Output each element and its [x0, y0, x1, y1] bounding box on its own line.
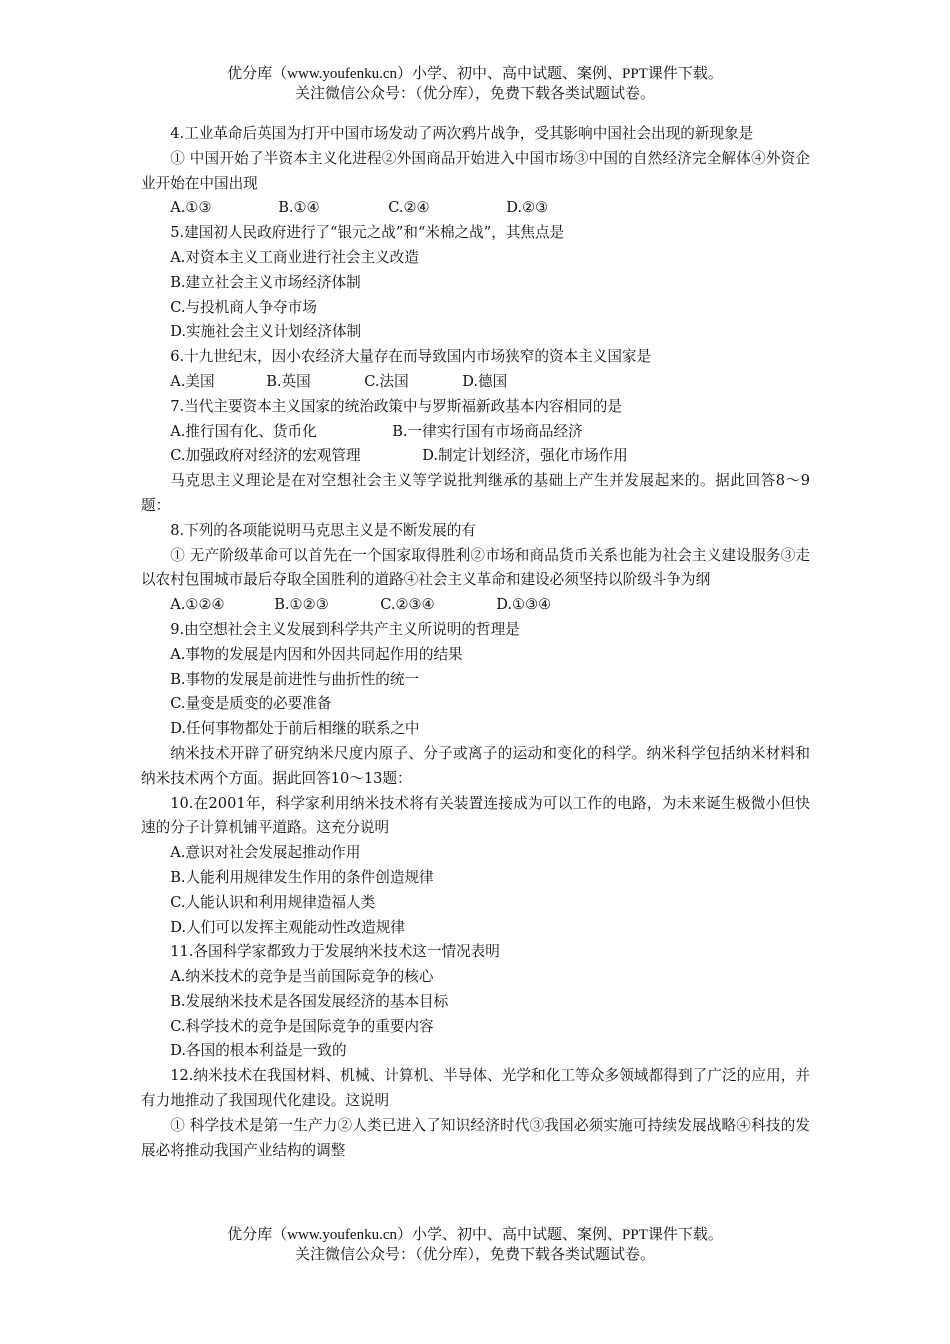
q9-option-c: C.量变是质变的必要准备	[170, 695, 332, 713]
q7-option-a: A.推行国有化、货币化	[170, 422, 317, 440]
q7-options-row1	[141, 420, 810, 445]
footer-line-2: 关注微信公众号：（优分库），免费下载各类试题试卷。	[294, 1247, 655, 1263]
q8-options	[141, 593, 810, 618]
q10-option-d: D.人们可以发挥主观能动性改造规律	[170, 918, 405, 936]
q4-option-c: C.②④	[388, 199, 430, 217]
page-footer	[0, 1225, 950, 1265]
q6-option-c: C.法国	[364, 372, 409, 390]
q10-option-b: B.人能利用规律发生作用的条件创造规律	[170, 868, 434, 886]
q10-option-a: A.意识对社会发展起推动作用	[170, 844, 361, 862]
header-line-2: 关注微信公众号：（优分库），免费下载各类试题试卷。	[294, 86, 655, 102]
q5-stem: 5.建国初人民政府进行了“银元之战”和“米棉之战”，其焦点是	[170, 224, 565, 242]
intro-10-13: 纳米技术开辟了研究纳米尺度内原子、分子或离子的运动和变化的科学。纳米科学包括纳米材料和纳米技术两个方面。据此回答10～13题：	[141, 744, 810, 787]
q6-option-a: A.美国	[170, 372, 215, 390]
q5-option-a: A.对资本主义工商业进行社会主义改造	[170, 248, 419, 266]
q8-option-d: D.①③④	[496, 596, 552, 614]
q9-option-b: B.事物的发展是前进性与曲折性的统一	[170, 670, 420, 688]
q12-stem: 12.纳米技术在我国材料、机械、计算机、半导体、光学和化工等众多领域都得到了广泛的应用，并有力地推动了我国现代化建设。这说明	[141, 1067, 810, 1110]
q5-option-d: D.实施社会主义计划经济体制	[170, 323, 362, 341]
q11-option-d: D.各国的根本利益是一致的	[170, 1042, 347, 1060]
q4-options	[141, 196, 810, 221]
q7-options-row2	[141, 444, 810, 469]
q6-options	[141, 370, 810, 395]
q4-option-b: B.①④	[278, 199, 320, 217]
q10-option-c: C.人能认识和利用规律造福人类	[170, 893, 376, 911]
q4-option-a: A.①③	[170, 199, 212, 217]
q11-option-b: B.发展纳米技术是各国发展经济的基本目标	[170, 992, 449, 1010]
q7-option-d: D.制定计划经济，强化市场作用	[422, 447, 628, 465]
q9-option-a: A.事物的发展是内因和外因共同起作用的结果	[170, 645, 463, 663]
q11-stem: 11.各国科学家都致力于发展纳米技术这一情况表明	[170, 943, 500, 961]
q7-option-b: B.一律实行国有市场商品经济	[392, 422, 583, 440]
header-line-1: 优分库（www.youfenku.cn）小学、初中、高中试题、案例、PPT课件下载。	[227, 66, 723, 82]
q8-stem: 8.下列的各项能说明马克思主义是不断发展的有	[170, 521, 476, 539]
q10-stem: 10.在2001年，科学家利用纳米技术将有关装置连接成为可以工作的电路，为未来诞生极微小但快速的分子计算机铺平道路。这充分说明	[141, 794, 810, 837]
exam-content	[141, 122, 810, 1163]
intro-8-9: 马克思主义理论是在对空想社会主义等学说批判继承的基础上产生并发展起来的。据此回答8～9题：	[141, 472, 810, 514]
q6-stem: 6.十九世纪末，因小农经济大量存在而导致国内市场狭窄的资本主义国家是	[170, 348, 652, 366]
q8-option-b: B.①②③	[274, 596, 329, 614]
q11-option-c: C.科学技术的竞争是国际竞争的重要内容	[170, 1017, 434, 1035]
q4-stem: 4.工业革命后英国为打开中国市场发动了两次鸦片战争，受其影响中国社会出现的新现象是	[170, 125, 754, 142]
q5-option-c: C.与投机商人争夺市场	[170, 298, 317, 316]
q8-option-c: C.②③④	[380, 596, 435, 614]
q11-option-a: A.纳米技术的竞争是当前国际竞争的核心	[170, 968, 434, 986]
q7-stem: 7.当代主要资本主义国家的统治政策中与罗斯福新政基本内容相同的是	[170, 397, 622, 415]
q6-option-b: B.英国	[266, 372, 311, 390]
q9-stem: 9.由空想社会主义发展到科学共产主义所说明的哲理是	[170, 620, 520, 638]
q6-option-d: D.德国	[462, 372, 508, 390]
q12-items: ① 科学技术是第一生产力②人类已进入了知识经济时代③我国必须实施可持续发展战略④科技的发展必将推动我国产业结构的调整	[141, 1116, 810, 1159]
q4-items: ① 中国开始了半资本主义化进程②外国商品开始进入中国市场③中国的自然经济完全解体④外资企业开始在中国出现	[141, 149, 810, 192]
q5-option-b: B.建立社会主义市场经济体制	[170, 273, 361, 291]
q8-option-a: A.①②④	[170, 596, 225, 614]
footer-line-1: 优分库（www.youfenku.cn）小学、初中、高中试题、案例、PPT课件下载。	[227, 1227, 723, 1243]
q4-option-d: D.②③	[506, 199, 549, 217]
q9-option-d: D.任何事物都处于前后相继的联系之中	[170, 720, 420, 738]
page-header	[0, 64, 950, 104]
q7-option-c: C.加强政府对经济的宏观管理	[170, 447, 361, 465]
q8-items: ① 无产阶级革命可以首先在一个国家取得胜利②市场和商品货币关系也能为社会主义建设服务③走以农村包围城市最后夺取全国胜利的道路④社会主义革命和建设必须坚持以阶级斗争为纲	[141, 546, 810, 589]
